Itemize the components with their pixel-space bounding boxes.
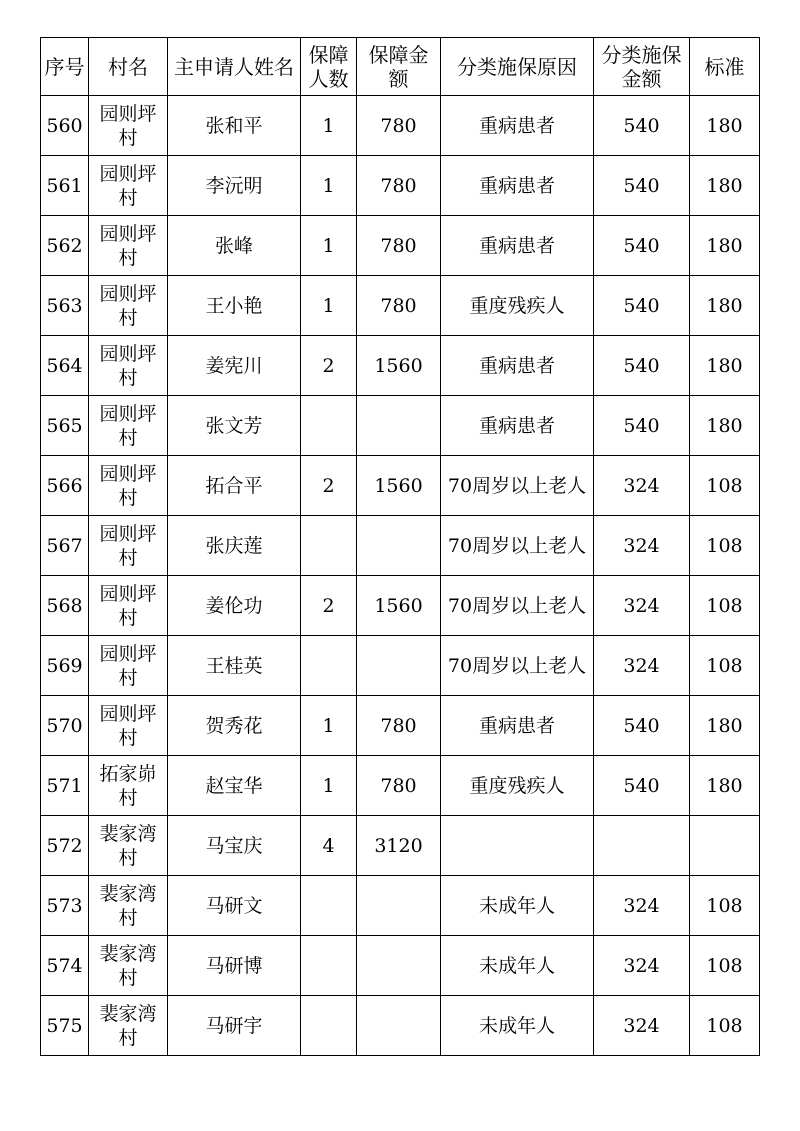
cell-persons — [301, 936, 357, 996]
cell-standard: 108 — [690, 456, 760, 516]
cell-persons: 2 — [301, 576, 357, 636]
cell-village: 园则坪村 — [89, 696, 168, 756]
cell-serial-no: 566 — [41, 456, 89, 516]
cell-persons — [301, 396, 357, 456]
table-row — [41, 756, 760, 816]
cell-village: 园则坪村 — [89, 336, 168, 396]
cell-category-reason: 重病患者 — [441, 216, 594, 276]
cell-serial-no: 574 — [41, 936, 89, 996]
cell-persons: 2 — [301, 456, 357, 516]
cell-serial-no: 560 — [41, 96, 89, 156]
cell-persons — [301, 636, 357, 696]
cell-serial-no: 563 — [41, 276, 89, 336]
header-amount: 保障金额 — [357, 38, 441, 96]
cell-persons: 1 — [301, 216, 357, 276]
cell-village: 裴家湾村 — [89, 936, 168, 996]
cell-applicant-name: 张峰 — [168, 216, 301, 276]
cell-amount: 780 — [357, 756, 441, 816]
cell-applicant-name: 王桂英 — [168, 636, 301, 696]
header-row — [41, 38, 760, 96]
cell-category-amount: 540 — [594, 696, 690, 756]
cell-village: 裴家湾村 — [89, 816, 168, 876]
cell-category-amount: 540 — [594, 216, 690, 276]
cell-standard — [690, 816, 760, 876]
cell-applicant-name: 马研宇 — [168, 996, 301, 1056]
cell-village: 园则坪村 — [89, 516, 168, 576]
cell-amount: 1560 — [357, 576, 441, 636]
cell-serial-no: 568 — [41, 576, 89, 636]
cell-standard: 108 — [690, 996, 760, 1056]
table-row — [41, 696, 760, 756]
header-category-amount: 分类施保金额 — [594, 38, 690, 96]
cell-village: 园则坪村 — [89, 276, 168, 336]
cell-applicant-name: 马研博 — [168, 936, 301, 996]
header-applicant-name: 主申请人姓名 — [168, 38, 301, 96]
cell-amount: 1560 — [357, 456, 441, 516]
cell-serial-no: 573 — [41, 876, 89, 936]
cell-serial-no: 562 — [41, 216, 89, 276]
cell-category-amount: 324 — [594, 456, 690, 516]
cell-category-amount: 540 — [594, 156, 690, 216]
cell-standard: 108 — [690, 636, 760, 696]
cell-category-amount: 324 — [594, 876, 690, 936]
cell-applicant-name: 张和平 — [168, 96, 301, 156]
cell-standard: 108 — [690, 876, 760, 936]
cell-amount — [357, 996, 441, 1056]
header-serial-no: 序号 — [41, 38, 89, 96]
cell-category-reason: 70周岁以上老人 — [441, 636, 594, 696]
cell-applicant-name: 李沅明 — [168, 156, 301, 216]
header-persons: 保障人数 — [301, 38, 357, 96]
cell-persons: 1 — [301, 696, 357, 756]
table-row — [41, 576, 760, 636]
cell-persons: 4 — [301, 816, 357, 876]
cell-standard: 180 — [690, 276, 760, 336]
cell-category-amount: 540 — [594, 276, 690, 336]
cell-applicant-name: 王小艳 — [168, 276, 301, 336]
cell-standard: 180 — [690, 216, 760, 276]
cell-persons: 1 — [301, 276, 357, 336]
cell-amount — [357, 936, 441, 996]
cell-category-reason: 70周岁以上老人 — [441, 456, 594, 516]
cell-persons — [301, 516, 357, 576]
cell-persons — [301, 996, 357, 1056]
cell-applicant-name: 赵宝华 — [168, 756, 301, 816]
cell-amount: 780 — [357, 156, 441, 216]
cell-serial-no: 561 — [41, 156, 89, 216]
cell-serial-no: 565 — [41, 396, 89, 456]
cell-persons: 1 — [301, 756, 357, 816]
table-row — [41, 156, 760, 216]
cell-village: 园则坪村 — [89, 396, 168, 456]
cell-applicant-name: 姜伦功 — [168, 576, 301, 636]
cell-category-reason: 重病患者 — [441, 396, 594, 456]
cell-amount — [357, 396, 441, 456]
cell-village: 园则坪村 — [89, 636, 168, 696]
cell-category-amount: 540 — [594, 396, 690, 456]
cell-standard: 108 — [690, 576, 760, 636]
cell-serial-no: 564 — [41, 336, 89, 396]
cell-applicant-name: 张庆莲 — [168, 516, 301, 576]
cell-persons: 1 — [301, 156, 357, 216]
cell-category-amount: 324 — [594, 576, 690, 636]
cell-category-reason: 70周岁以上老人 — [441, 516, 594, 576]
table-row — [41, 276, 760, 336]
cell-category-amount: 324 — [594, 936, 690, 996]
cell-village: 园则坪村 — [89, 96, 168, 156]
header-village: 村名 — [89, 38, 168, 96]
cell-standard: 180 — [690, 396, 760, 456]
cell-category-reason: 未成年人 — [441, 996, 594, 1056]
table-row — [41, 336, 760, 396]
cell-serial-no: 570 — [41, 696, 89, 756]
cell-amount — [357, 516, 441, 576]
cell-category-amount: 324 — [594, 996, 690, 1056]
cell-village: 园则坪村 — [89, 216, 168, 276]
table-row — [41, 636, 760, 696]
cell-amount: 1560 — [357, 336, 441, 396]
table-row — [41, 96, 760, 156]
cell-category-amount: 324 — [594, 636, 690, 696]
cell-applicant-name: 姜宪川 — [168, 336, 301, 396]
cell-village: 园则坪村 — [89, 576, 168, 636]
cell-category-reason: 重度残疾人 — [441, 276, 594, 336]
cell-persons: 2 — [301, 336, 357, 396]
cell-village: 园则坪村 — [89, 156, 168, 216]
cell-category-reason: 重病患者 — [441, 336, 594, 396]
cell-serial-no: 567 — [41, 516, 89, 576]
cell-category-reason: 重病患者 — [441, 696, 594, 756]
cell-category-reason: 未成年人 — [441, 876, 594, 936]
cell-persons — [301, 876, 357, 936]
cell-amount: 780 — [357, 216, 441, 276]
cell-amount: 780 — [357, 696, 441, 756]
header-standard: 标准 — [690, 38, 760, 96]
cell-category-reason: 重度残疾人 — [441, 756, 594, 816]
table-row — [41, 936, 760, 996]
cell-serial-no: 569 — [41, 636, 89, 696]
cell-category-amount — [594, 816, 690, 876]
cell-amount: 3120 — [357, 816, 441, 876]
cell-standard: 180 — [690, 336, 760, 396]
cell-standard: 180 — [690, 696, 760, 756]
cell-category-reason: 重病患者 — [441, 96, 594, 156]
header-category-reason: 分类施保原因 — [441, 38, 594, 96]
cell-category-reason: 重病患者 — [441, 156, 594, 216]
cell-category-reason — [441, 816, 594, 876]
cell-applicant-name: 马宝庆 — [168, 816, 301, 876]
cell-amount — [357, 636, 441, 696]
cell-applicant-name: 贺秀花 — [168, 696, 301, 756]
table-row — [41, 816, 760, 876]
cell-village: 裴家湾村 — [89, 996, 168, 1056]
cell-village: 拓家峁村 — [89, 756, 168, 816]
table-row — [41, 996, 760, 1056]
table-row — [41, 516, 760, 576]
cell-amount: 780 — [357, 276, 441, 336]
cell-village: 园则坪村 — [89, 456, 168, 516]
cell-category-reason: 未成年人 — [441, 936, 594, 996]
cell-serial-no: 572 — [41, 816, 89, 876]
cell-category-amount: 540 — [594, 756, 690, 816]
cell-persons: 1 — [301, 96, 357, 156]
cell-standard: 108 — [690, 516, 760, 576]
table-row — [41, 216, 760, 276]
cell-category-reason: 70周岁以上老人 — [441, 576, 594, 636]
table-row — [41, 876, 760, 936]
cell-category-amount: 540 — [594, 336, 690, 396]
cell-amount — [357, 876, 441, 936]
cell-standard: 108 — [690, 936, 760, 996]
table-row — [41, 396, 760, 456]
cell-serial-no: 575 — [41, 996, 89, 1056]
cell-serial-no: 571 — [41, 756, 89, 816]
cell-category-amount: 540 — [594, 96, 690, 156]
cell-applicant-name: 张文芳 — [168, 396, 301, 456]
assistance-table — [40, 37, 760, 1056]
cell-standard: 180 — [690, 156, 760, 216]
cell-standard: 180 — [690, 96, 760, 156]
cell-amount: 780 — [357, 96, 441, 156]
table-row — [41, 456, 760, 516]
cell-applicant-name: 拓合平 — [168, 456, 301, 516]
cell-standard: 180 — [690, 756, 760, 816]
cell-category-amount: 324 — [594, 516, 690, 576]
cell-village: 裴家湾村 — [89, 876, 168, 936]
cell-applicant-name: 马研文 — [168, 876, 301, 936]
